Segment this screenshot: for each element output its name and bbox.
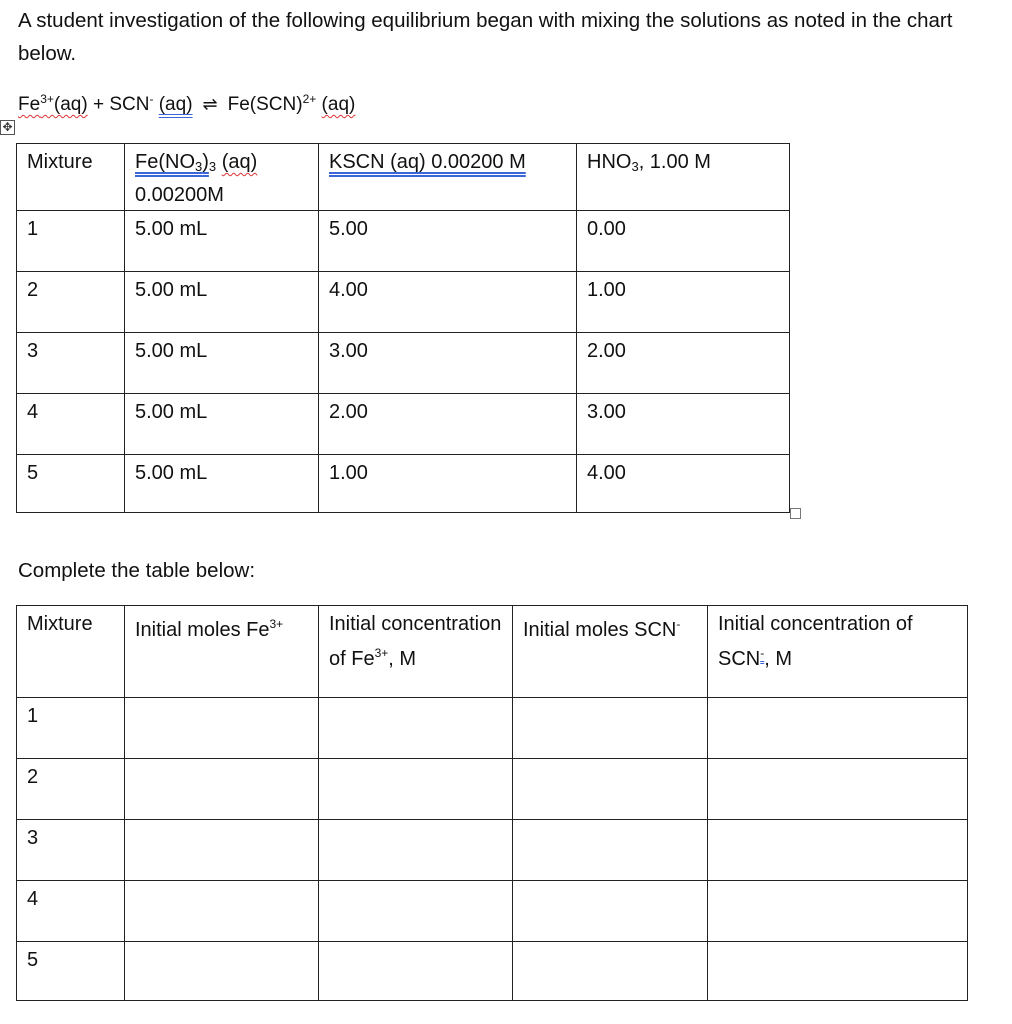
fe-conc: 0.00200M [135,184,224,206]
conc-scn-input-cell[interactable] [708,942,968,1001]
table-row [17,942,968,1001]
table-row [17,820,968,881]
answer-header-moles-scn [513,606,708,698]
fe-state: (aq) [221,151,258,173]
table-row [17,394,790,455]
eq-fe-charge: 3+ [40,92,54,106]
moles-scn-input-cell[interactable] [513,698,708,759]
moles-fe-label: Initial moles Fe [135,619,270,641]
eq-scn: + SCN [87,94,150,115]
fe-volume-cell: 5.00 mL [125,455,319,513]
table-resize-handle[interactable] [790,508,801,519]
mixture-cell: 3 [17,820,125,881]
fe-formula-a: Fe(NO [135,151,195,173]
kscn-volume-cell: 3.00 [319,333,577,394]
table-row [17,211,790,272]
moles-fe-charge: 3+ [269,617,284,631]
conc-fe-label: Initial concentration of Fe [329,613,502,670]
mixing-header-fe [125,144,319,211]
kscn-label: KSCN (aq) 0.00200 M [329,151,526,173]
conc-scn-input-cell[interactable] [708,881,968,942]
moles-fe-input-cell[interactable] [125,820,319,881]
mixture-cell: 5 [17,942,125,1001]
moles-fe-input-cell[interactable] [125,698,319,759]
table-row [17,881,968,942]
mixing-table [16,143,790,513]
conc-fe-input-cell[interactable] [319,881,513,942]
conc-scn-input-cell[interactable] [708,759,968,820]
intro-text: A student investigation of the following equilibrium began with mixing the solutions as noted in the chart below. [18,9,953,65]
fe-volume-cell: 5.00 mL [125,394,319,455]
table-move-handle-icon[interactable]: ✥ [0,120,15,135]
kscn-volume-cell: 4.00 [319,272,577,333]
conc-fe-unit: , M [388,648,417,670]
kscn-volume-cell: 1.00 [319,455,577,513]
conc-scn-charge: - [760,646,765,660]
table-row [17,333,790,394]
conc-fe-charge: 3+ [374,646,389,660]
mixture-cell: 4 [17,394,125,455]
conc-fe-input-cell[interactable] [319,820,513,881]
table-row [17,698,968,759]
answer-header-mixture: Mixture [17,606,125,698]
eq-scn-state: (aq) [158,94,193,115]
eq-scn-charge: - [149,92,154,106]
mixture-cell: 3 [17,333,125,394]
kscn-volume-cell: 2.00 [319,394,577,455]
answer-header-conc-fe [319,606,513,698]
hno3-volume-cell: 3.00 [577,394,790,455]
conc-fe-input-cell[interactable] [319,759,513,820]
fe-volume-cell: 5.00 mL [125,333,319,394]
mixture-cell: 4 [17,881,125,942]
table-row [17,272,790,333]
kscn-volume-cell: 5.00 [319,211,577,272]
mixture-cell: 2 [17,759,125,820]
eq-product-charge: 2+ [302,92,317,106]
hno3-sub: 3 [631,159,639,174]
table-row [17,759,968,820]
answer-header-moles-fe [125,606,319,698]
table-row [17,455,790,513]
moles-scn-input-cell[interactable] [513,881,708,942]
answer-table [16,605,968,1001]
eq-fe: Fe [18,94,41,115]
moles-scn-label: Initial moles SCN [523,619,677,641]
moles-scn-input-cell[interactable] [513,820,708,881]
moles-scn-input-cell[interactable] [513,942,708,1001]
answer-table-header-row [17,606,968,698]
fe-volume-cell: 5.00 mL [125,272,319,333]
eq-fe-state: (aq) [53,94,88,115]
conc-fe-input-cell[interactable] [319,698,513,759]
mixing-header-kscn [319,144,577,211]
fe-formula-sub2: 3 [208,159,217,174]
conc-scn-unit: , M [764,648,793,670]
mixing-header-hno3 [577,144,790,211]
mixture-cell: 1 [17,698,125,759]
moles-fe-input-cell[interactable] [125,942,319,1001]
hno3-b: , 1.00 M [638,151,711,173]
moles-scn-charge: - [676,617,681,631]
conc-scn-input-cell[interactable] [708,820,968,881]
mixture-cell: 1 [17,211,125,272]
conc-fe-input-cell[interactable] [319,942,513,1001]
conc-scn-label: Initial concentration of SCN [718,613,913,670]
equilibrium-equation [18,92,355,116]
equilibrium-arrow-icon: ⇌ [202,94,218,114]
hno3-a: HNO [587,151,632,173]
hno3-volume-cell: 4.00 [577,455,790,513]
eq-product-state: (aq) [321,94,356,115]
mixture-cell: 5 [17,455,125,513]
moles-scn-input-cell[interactable] [513,759,708,820]
fe-volume-cell: 5.00 mL [125,211,319,272]
hno3-volume-cell: 1.00 [577,272,790,333]
moles-fe-input-cell[interactable] [125,759,319,820]
answer-header-conc-scn [708,606,968,698]
mixing-header-mixture: Mixture [17,144,125,211]
mixing-table-header-row [17,144,790,211]
hno3-volume-cell: 2.00 [577,333,790,394]
hno3-volume-cell: 0.00 [577,211,790,272]
eq-product: Fe(SCN) [227,94,303,115]
conc-scn-input-cell[interactable] [708,698,968,759]
moles-fe-input-cell[interactable] [125,881,319,942]
complete-label: Complete the table below: [18,559,256,582]
mixture-cell: 2 [17,272,125,333]
fe-formula-b: ) [202,151,209,173]
fe-formula-sub: 3 [195,159,203,174]
